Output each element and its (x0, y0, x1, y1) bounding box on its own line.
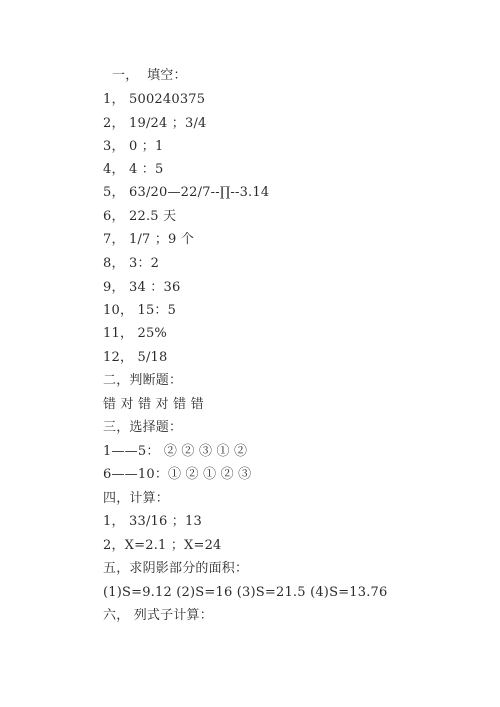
answer-line: 11， 25% (103, 326, 167, 341)
answer-line: 6——10：① ② ① ② ③ (103, 467, 252, 482)
section-heading-fill-blanks: 一， 填空： (112, 68, 187, 83)
answer-line: 8， 3：2 (103, 256, 160, 271)
answer-line: 3， 0 ；1 (103, 139, 164, 154)
answer-line: 1， 33/16 ；13 (103, 514, 202, 529)
answer-line: 10， 15：5 (103, 303, 177, 318)
answer-line: 7， 1/7 ；9 个 (103, 232, 195, 247)
section-heading-true-false: 二，判断题： (103, 373, 183, 388)
section-heading-equation-calculation: 六， 列式子计算： (103, 608, 213, 623)
section-heading-calculation: 四，计算： (103, 491, 170, 506)
answer-line: 2， 19/24 ；3/4 (103, 116, 207, 131)
answer-line: 1， 500240375 (103, 92, 206, 107)
answer-line: 2，X=2.1 ；X=24 (103, 538, 222, 553)
answer-line: (1)S=9.12 (2)S=16 (3)S=21.5 (4)S=13.76 (103, 585, 388, 600)
section-heading-multiple-choice: 三，选择题： (103, 420, 183, 435)
answer-line: 4， 4 ：5 (103, 162, 164, 177)
answer-line: 12， 5/18 (103, 350, 168, 365)
section-heading-shaded-area: 五，求阴影部分的面积： (103, 561, 249, 576)
answer-line: 9， 34 ：36 (103, 280, 181, 295)
answer-line: 5， 63/20—22/7--∏--3.14 (103, 185, 270, 200)
answer-line: 错 对 错 对 错 错 (103, 397, 204, 412)
answer-line: 6， 22.5 天 (103, 209, 177, 224)
answer-line: 1——5： ② ② ③ ① ② (103, 444, 248, 459)
